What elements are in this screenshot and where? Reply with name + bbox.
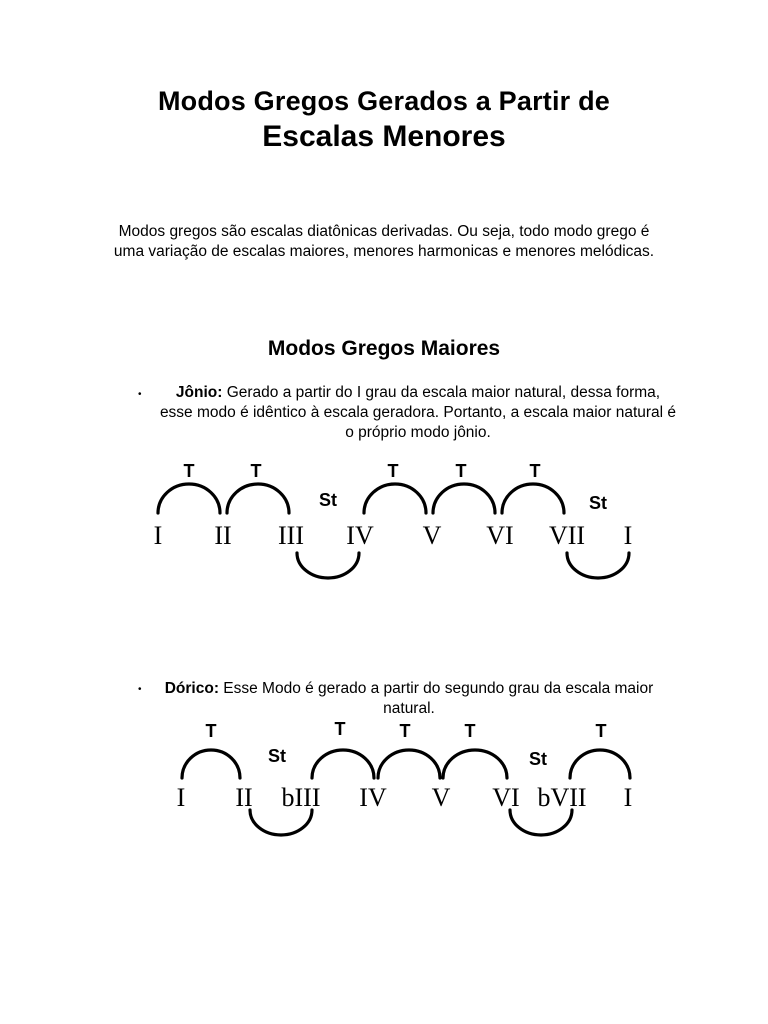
step-label: T [529,461,541,481]
degree-label: II [235,783,253,812]
mode-description-text: Gerado a partir do I grau da escala maior natural, dessa forma, esse modo é idêntico à escala geradora. Portanto, a escala maior natural é o próprio modo jônio. [159,384,677,441]
tone-arc [158,484,220,513]
mode-name: Dórico: [164,680,219,697]
degree-label: II [214,521,232,550]
tone-arc [312,750,374,778]
degree-label: III [278,521,304,550]
semitone-arc [250,810,312,835]
degree-label: IV [346,521,374,550]
mode-diagram-dorico [0,718,768,853]
step-label: St [529,749,547,769]
step-label: T [334,719,346,739]
degree-label: V [431,783,451,812]
tone-arc [182,750,240,778]
mode-description-dorico [150,679,668,719]
tone-arc [227,484,289,513]
degree-label: VII [548,521,586,550]
section-title: Modos Gregos Maiores [267,337,501,360]
mode-description-text: Esse Modo é gerado a partir do segundo grau da escala maior natural. [218,680,654,717]
step-label: T [595,721,607,741]
mode-name: Jônio: [175,384,223,401]
step-label: T [399,721,411,741]
intro-paragraph: Modos gregos são escalas diatônicas derivadas. Ou seja, todo modo grego é uma variação de escalas maiores, menores harmonicas e menores melódicas. [113,223,655,260]
degree-labels [154,521,633,550]
bullet-icon: • [138,684,142,695]
bullet-icon: • [138,389,142,400]
degree-label: bVII [537,783,587,812]
tone-arc [570,750,630,778]
step-label: T [250,461,262,481]
degree-label: I [623,521,633,550]
step-label: T [205,721,217,741]
step-labels [206,719,607,769]
step-label: T [464,721,476,741]
step-label: St [319,490,337,510]
tone-arc [378,750,440,778]
mode-diagram-jonio [0,455,768,590]
tone-arc [364,484,426,513]
step-label: St [589,493,607,513]
step-label: St [268,746,286,766]
semitone-arc [567,553,629,578]
tone-arc [443,750,507,778]
page-title-line-2: Escalas Menores [262,120,506,153]
semitone-arc [510,810,572,835]
step-label: T [455,461,467,481]
degree-label: I [623,783,633,812]
degree-label: bIII [281,783,321,812]
tone-arc [433,484,495,513]
degree-label: IV [359,783,387,812]
degree-label: VI [486,521,514,550]
degree-labels [177,783,633,812]
semitone-arc [297,553,359,578]
degree-label: I [176,783,186,812]
step-label: T [183,461,195,481]
mode-description-jonio [158,383,678,443]
degree-label: I [153,521,163,550]
degree-label: V [422,521,442,550]
degree-label: VI [492,783,520,812]
page-title-line-1: Modos Gregos Gerados a Partir de [157,86,611,116]
step-label: T [387,461,399,481]
tone-arc [502,484,564,513]
